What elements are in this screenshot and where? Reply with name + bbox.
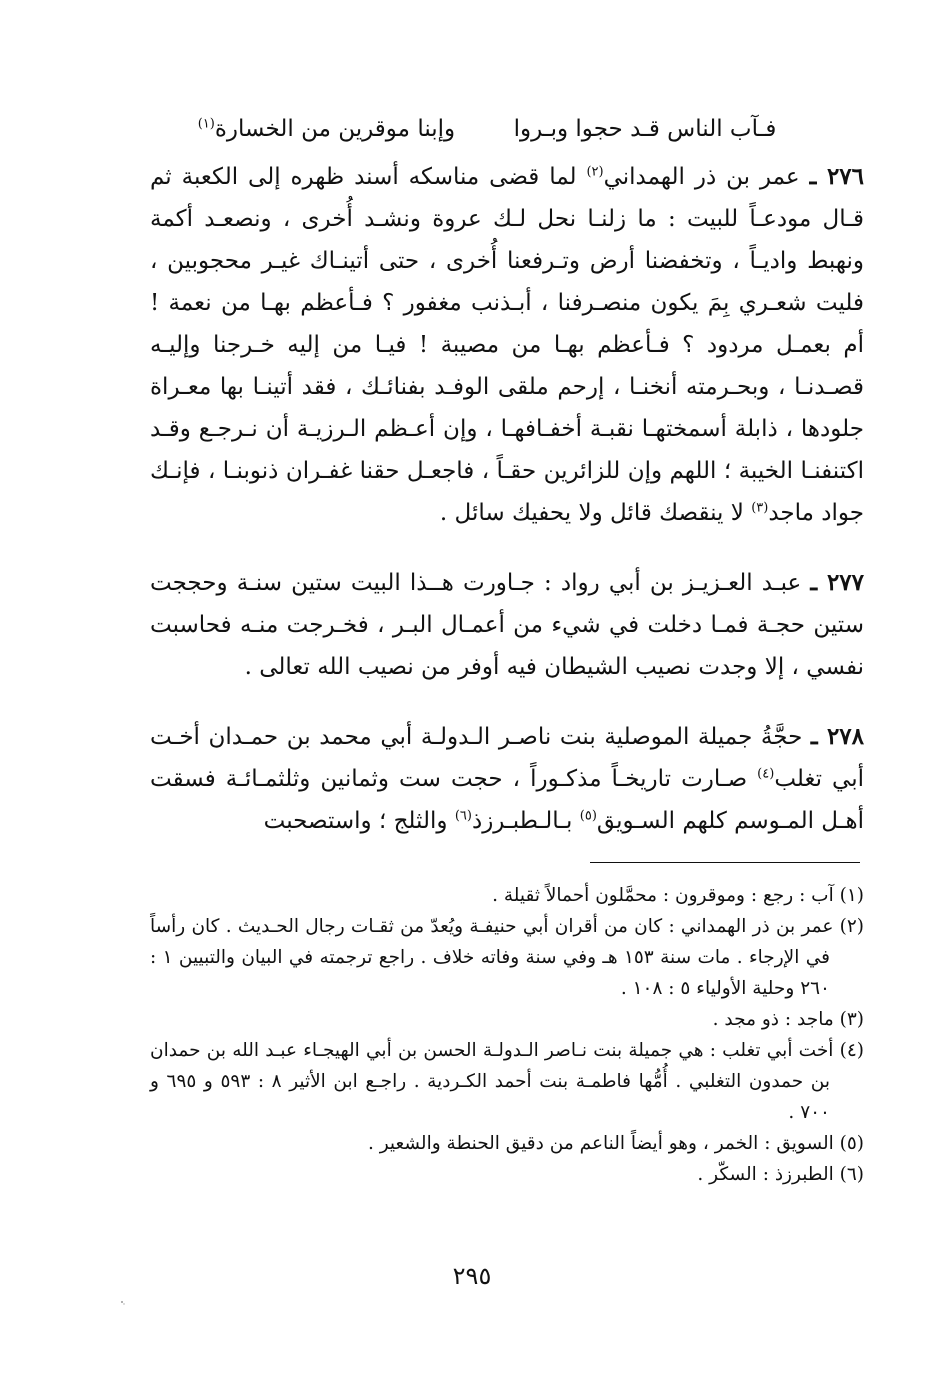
- footnote-ref: (٦): [454, 808, 472, 824]
- entry-name: عبـد العـزيـز بن أبي رواد: [560, 570, 802, 596]
- footnote-ref: (٣): [751, 500, 769, 516]
- footnote-ref: (١): [197, 116, 215, 132]
- entry-276: [150, 156, 864, 534]
- entry-text: بنت ناصـر الـدولـة أبي محمد بن حمـدان أخـت أبي تغلب: [150, 724, 864, 792]
- entry-text: : جـاورت هــذا البيت ستين سنـة وحججت ستين حجـة فمـا دخلت في شيء من أعمـال البـر ، فخـرجت منـه فحاسبت نفسي ، إلا وجدت نصيب الشيطان فيه أوفر من نصيب الله تعالى .: [150, 570, 864, 680]
- footnote-4: (٤) أخت أبي تغلب : هي جميلة بنت نـاصر الـدولـة الحسن بن أبي الهيجـاء عبـد الله بن حمدان بن حمدون التغلبي . أُمُّها فاطمـة بنت أحمد الكـردية . راجـع ابن الأثير ٨ : ٥٩٣ و ٦٩٥ و ٧٠٠ .: [150, 1040, 864, 1123]
- entry-text: بـالـطبـرزذ: [471, 808, 580, 834]
- footnote-2: (٢) عمر بن ذر الهمداني : كان من أقران أبي حنيفـة ويُعدّ من ثقـات رجال الحـديث . كان رأساً في الإرجاء . مات سنة ١٥٣ هـ وفي سنة وفاته خلاف . راجع ترجمته في البيان والتبيين ١ : ٢٦٠ وحلية الأولياء ٥ : ١٠٨ .: [150, 916, 864, 999]
- page-number: ٢٩٥: [452, 1262, 492, 1290]
- main-text: [150, 108, 864, 870]
- footnote-ref: (٢): [586, 164, 604, 180]
- footnote-6: (٦) الطبرزذ : السكّر .: [697, 1164, 864, 1185]
- footnote-ref: (٥): [579, 808, 597, 824]
- footnotes: [150, 880, 864, 1190]
- footnote-ref: (٤): [757, 766, 775, 782]
- entry-text: صـارت تاريخـاً مذكـوراً ، حجت ست وثمانين وثلثمـائـة فسقت أهـل المـوسم كلهم السـويق: [150, 766, 864, 834]
- entry-name: عمر بن ذر الهمداني: [603, 164, 800, 190]
- entry-name: حجَّةُ جميلة الموصلية: [604, 724, 803, 750]
- footnote-1: (١) آب : رجع : وموقرون : محمَّلون أحمالاً ثقيلة .: [492, 885, 864, 906]
- footnote-3: (٣) ماجد : ذو مجد .: [712, 1009, 864, 1030]
- scan-speck: [120, 1300, 126, 1306]
- entry-text: لا ينقصك قائل ولا يحفيك سائل .: [439, 500, 752, 526]
- verse-hemistich-second: وإبنا موقرين من الخسارة: [214, 116, 456, 142]
- entry-number: ٢٧٧ ـ: [810, 569, 865, 596]
- verse-line: [150, 108, 864, 150]
- footnote-separator: [590, 862, 860, 863]
- footnote-5: (٥) السويق : الخمر ، وهو أيضاً الناعم من دقيق الحنطة والشعير .: [367, 1133, 864, 1154]
- entry-text: لما قضى مناسكه أسند ظهره إلى الكعبة ثم قـال مودعـاً للبيت : ما زلنـا نحل لـك عروة ونشـد أُخرى ، ونصعـد أكمة ونهبط واديـاً ، وتخفضنا أرض وتـرفعنا أُخرى ، حتى أتينـاك غيـر محجوبين ، فليت شعـري بِمَ يكون منصـرفنا ، أبـذنب مغفور ؟ فـأعظم بهـا من نعمة ! أم بعمـل مردود ؟ فـأعظم بهـا من مصيبة ! فيـا من إليه خـرجنا وإليـه قصـدنـا ، وبحـرمته أنخنـا ، إرحم ملقى الوفـد بفنائـك ، فقد أتينـا بها معـراة جلودها ، ذابلة أسمختهـا نقبـة أخفـافهـا ، وإن أعـظم الـرزيـة أن نـرجـع وقـد اكتنفنـا الخيبة ؛ اللهم وإن للزائرين حقـاً ، فاجعـل حقنا غفـران ذنوبنـا ، فإنـك جواد ماجد: [150, 164, 864, 526]
- entry-number: ٢٧٦ ـ: [809, 163, 864, 190]
- entry-number: ٢٧٨ ـ: [810, 723, 864, 750]
- entry-text: والثلج ؛ واستصحبت: [263, 808, 455, 834]
- entry-277: [150, 562, 864, 688]
- verse-hemistich-first: فـآب الناس قـد حجوا وبـروا: [513, 116, 777, 142]
- entry-278: [150, 716, 864, 842]
